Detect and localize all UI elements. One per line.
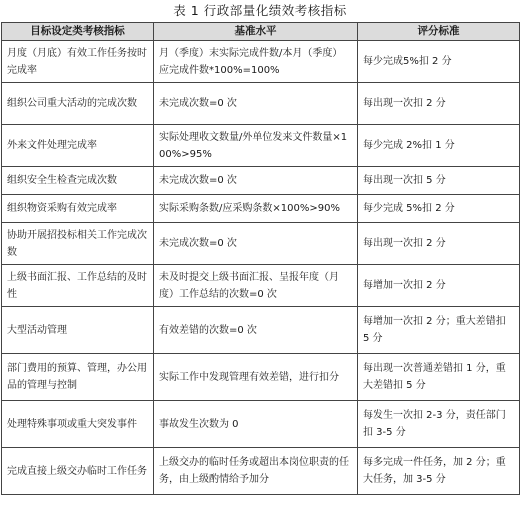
table-row — [2, 354, 520, 401]
baseline-cell: 实际工作中发现管理有效差错，进行扣分 — [154, 354, 358, 401]
indicator-cell: 上级书面汇报、工作总结的及时性 — [2, 265, 154, 307]
header-indicator: 目标设定类考核指标 — [2, 23, 154, 41]
header-row — [2, 23, 520, 41]
table-row — [2, 265, 520, 307]
header-scoring: 评分标准 — [358, 23, 520, 41]
baseline-cell: 未及时提交上级书面汇报、呈报年度（月度）工作总结的次数=0 次 — [154, 265, 358, 307]
table-row — [2, 83, 520, 125]
scoring-cell: 每多完成一件任务，加 2 分；重大任务，加 3-5 分 — [358, 448, 520, 495]
table-row — [2, 41, 520, 83]
indicator-cell: 组织物资采购有效完成率 — [2, 195, 154, 223]
table-title: 表 1 行政部量化绩效考核指标 — [173, 3, 347, 18]
scoring-cell: 每增加一次扣 2 分；重大差错扣 5 分 — [358, 307, 520, 354]
scoring-cell: 每增加一次扣 2 分 — [358, 265, 520, 307]
scoring-cell: 每出现一次扣 5 分 — [358, 167, 520, 195]
table-row — [2, 195, 520, 223]
table-row — [2, 223, 520, 265]
scoring-cell: 每出现一次扣 2 分 — [358, 83, 520, 125]
table-row — [2, 307, 520, 354]
baseline-cell: 事故发生次数为 0 — [154, 401, 358, 448]
baseline-cell: 未完成次数=0 次 — [154, 167, 358, 195]
baseline-cell: 上级交办的临时任务或超出本岗位职责的任务，由上级酌情给予加分 — [154, 448, 358, 495]
table-row — [2, 401, 520, 448]
baseline-cell: 有效差错的次数=0 次 — [154, 307, 358, 354]
indicator-cell: 处理特殊事项或重大突发事件 — [2, 401, 154, 448]
table-row — [2, 125, 520, 167]
indicator-cell: 组织公司重大活动的完成次数 — [2, 83, 154, 125]
baseline-cell: 未完成次数=0 次 — [154, 223, 358, 265]
scoring-cell: 每少完成5%扣 2 分 — [358, 41, 520, 83]
indicator-cell: 组织安全生检查完成次数 — [2, 167, 154, 195]
header-baseline: 基准水平 — [154, 23, 358, 41]
scoring-cell: 每少完成 5%扣 2 分 — [358, 195, 520, 223]
table-row — [2, 448, 520, 495]
baseline-cell: 月（季度）末实际完成件数/本月（季度）应完成件数*100%=100% — [154, 41, 358, 83]
indicator-cell: 部门费用的预算、管理，办公用品的管理与控制 — [2, 354, 154, 401]
indicator-cell: 大型活动管理 — [2, 307, 154, 354]
table-row — [2, 167, 520, 195]
kpi-table — [1, 22, 520, 495]
baseline-cell: 未完成次数=0 次 — [154, 83, 358, 125]
indicator-cell: 外来文件处理完成率 — [2, 125, 154, 167]
indicator-cell: 月度（月底）有效工作任务按时完成率 — [2, 41, 154, 83]
scoring-cell: 每少完成 2%扣 1 分 — [358, 125, 520, 167]
baseline-cell: 实际处理收文数量/外单位发来文件数量×100%>95% — [154, 125, 358, 167]
indicator-cell: 协助开展招投标相关工作完成次数 — [2, 223, 154, 265]
scoring-cell: 每出现一次扣 2 分 — [358, 223, 520, 265]
baseline-cell: 实际采购条数/应采购条数×100%>90% — [154, 195, 358, 223]
scoring-cell: 每出现一次普通差错扣 1 分，重大差错扣 5 分 — [358, 354, 520, 401]
indicator-cell: 完成直接上级交办临时工作任务 — [2, 448, 154, 495]
scoring-cell: 每发生一次扣 2-3 分，责任部门扣 3-5 分 — [358, 401, 520, 448]
